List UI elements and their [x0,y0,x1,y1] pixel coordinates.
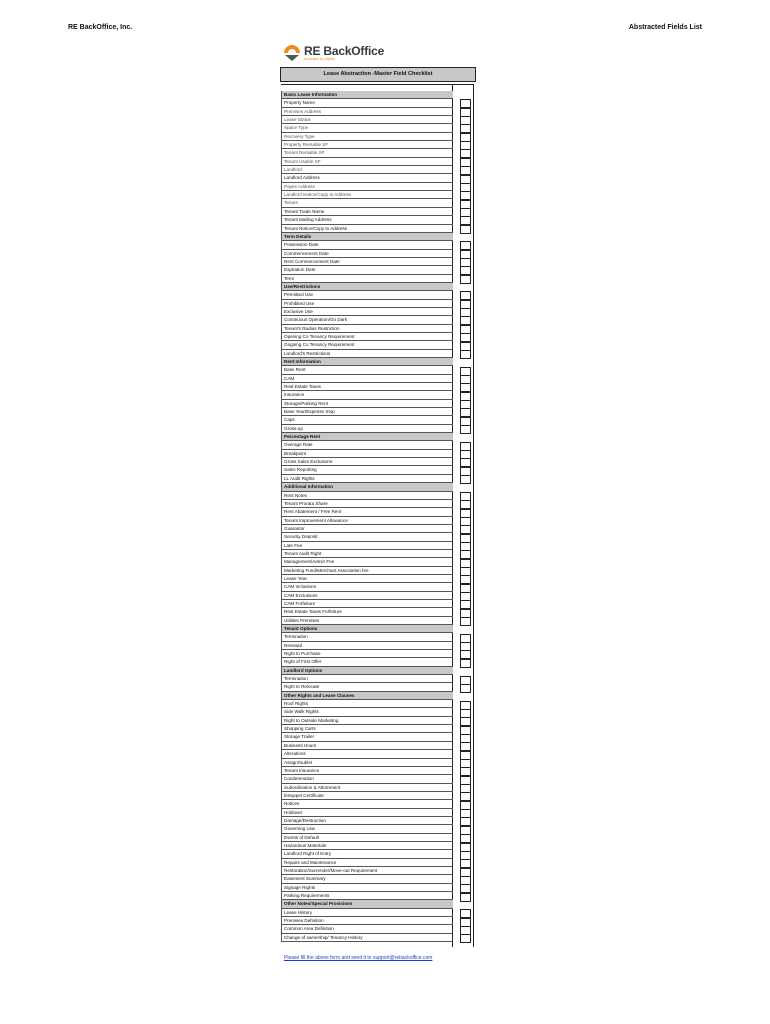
field-row: Right to Outside Marketing [281,717,453,725]
field-row: Business Hours [281,742,453,750]
field-row: Guarantor [281,525,453,533]
field-row: Easement Summary [281,875,453,883]
field-row: Lease Year [281,575,453,583]
field-row: Prohibited Use [281,300,453,308]
field-row: Condemnation [281,775,453,783]
field-row: Possession Date [281,241,453,249]
section-header: Basic Lease Information [281,91,453,99]
logo-name: RE BackOffice [304,44,385,58]
field-row: Parking Requirements [281,892,453,900]
section-header: Tenant Options [281,625,453,633]
field-row: Lease History [281,909,453,917]
field-row: Term [281,275,453,283]
field-row: Expiration Date [281,266,453,274]
field-row: Right to Purchase [281,650,453,658]
field-checkbox[interactable] [460,350,471,359]
section-header: Term Details [281,233,453,241]
field-row: CAM Exclusions [281,592,453,600]
section-header: Rent Information [281,358,453,366]
field-row: Governing Law [281,825,453,833]
field-row: Tenant Insurance [281,767,453,775]
field-checkbox[interactable] [460,475,471,484]
field-row: Real Estate Taxes Forfeiture [281,608,453,616]
field-row: Gross Sales Exclusions [281,458,453,466]
field-row: CAM Inclusions [281,583,453,591]
field-row: Landlord [281,166,453,174]
field-row: Insurance [281,391,453,399]
support-email-link[interactable]: Please fill the above form and send it to support@rebackoffice.com [284,955,433,961]
field-row: Tenant Trade Name [281,208,453,216]
field-row: Payee Address [281,183,453,191]
field-row: Side Walk Rights [281,708,453,716]
field-list [281,91,453,942]
section-header: Percentage Rent [281,433,453,441]
field-row: Landlord's Restrictions [281,350,453,358]
field-row: Termination [281,675,453,683]
field-row: Utilities Premises [281,617,453,625]
field-row: Late Fee [281,542,453,550]
field-row: Caps [281,416,453,424]
logo-mark-icon [282,44,302,62]
section-header: Other Rights and Lease Clauses [281,692,453,700]
field-row: Tenant Usable SF [281,158,453,166]
header-doc-title: Abstracted Fields List [628,24,702,31]
field-row: Right to Relocate [281,683,453,691]
field-row: Damage/Destruction [281,817,453,825]
field-row: Permitted Use [281,291,453,299]
field-row: Alterations [281,750,453,758]
field-checkbox[interactable] [460,893,471,902]
field-row: Right of First Offer [281,658,453,666]
field-row: Recovery Type [281,133,453,141]
field-row: Assign/Sublet [281,759,453,767]
logo-tagline: A solution by MyNet [304,57,335,61]
checklist-title: Lease Abstraction -Master Field Checklist [280,67,476,82]
field-row: Renewal [281,642,453,650]
field-row: Notices [281,800,453,808]
field-row: Commencement Date [281,250,453,258]
field-checkbox[interactable] [460,684,471,693]
field-row: Tenant Mailing Address [281,216,453,224]
field-row: Tenant Prorata Share [281,500,453,508]
field-row: Restoration/Surrender/Move-out Requirement [281,867,453,875]
field-row: Rent Commencement Date [281,258,453,266]
field-row: CAM [281,375,453,383]
field-checkbox[interactable] [460,617,471,626]
field-row: Continuous Operation/Go Dark [281,316,453,324]
field-row: Storage Trailer [281,733,453,741]
field-row: Common Area Definition [281,925,453,933]
field-row: Tenant Audit Right [281,550,453,558]
section-header: Other Notes/Special Provisions [281,900,453,908]
section-header: Additional Information [281,483,453,491]
field-row: LL Audit Rights [281,475,453,483]
field-checkbox[interactable] [460,425,471,434]
field-row: Exclusive Use [281,308,453,316]
header-company: RE BackOffice, Inc. [68,24,133,31]
field-row: Tenant's Radius Restriction [281,325,453,333]
logo [282,44,392,64]
field-row: Base Rent [281,366,453,374]
field-row: Overage Rate [281,441,453,449]
field-row: Events of Default [281,834,453,842]
field-row: Signage Rights [281,884,453,892]
field-row: Holdover [281,809,453,817]
field-row: Subordination & Attornment [281,784,453,792]
field-row: Ongoing Co Tenancy Requirement [281,341,453,349]
section-header: Landlord Options [281,667,453,675]
field-row: Rent Notes [281,492,453,500]
field-row: Tenant Notice/Copy to Address [281,225,453,233]
field-row: Shopping Carts [281,725,453,733]
field-row: Real Estate Taxes [281,383,453,391]
field-row: Base Year/Expense Stop [281,408,453,416]
field-row: Breakpoint [281,450,453,458]
field-row: Premises Address [281,108,453,116]
field-row: Property Rentable SF [281,141,453,149]
field-row: Tenant [281,199,453,207]
field-row: Roof Rights [281,700,453,708]
field-row: Landlord Notice/Copy to Address [281,191,453,199]
field-row: Opening Co Tenancy Requirement [281,333,453,341]
field-row: Premises Definition [281,917,453,925]
section-header: Use/Restrictions [281,283,453,291]
field-row: Marketing Fund/Merchant Association fee [281,567,453,575]
field-row: Landlord Address [281,174,453,182]
field-row: Hazardous Materials [281,842,453,850]
field-checkbox[interactable] [460,934,471,943]
field-row: Estoppel Certificate [281,792,453,800]
field-row: Property Name [281,99,453,107]
field-row: Repairs and Maintenance [281,859,453,867]
table-top-border [281,84,474,88]
table-right-border [473,84,474,947]
field-row: Space Type [281,124,453,132]
field-row: Tenant Improvement Allowance [281,517,453,525]
field-checkbox[interactable] [460,225,471,234]
field-row: Tenant Rentable SF [281,149,453,157]
field-row: CAM Forfeiture [281,600,453,608]
field-row: Security Deposit [281,533,453,541]
field-row: Management/Admin Fee [281,558,453,566]
field-checkbox[interactable] [460,659,471,668]
field-row: Storage/Parking Rent [281,400,453,408]
field-row: Landlord Right of Entry [281,850,453,858]
field-row: Lease Status [281,116,453,124]
field-row: Change of ownership/ Tenancy History [281,934,453,942]
field-checkbox[interactable] [460,275,471,284]
field-row: Gross-up [281,425,453,433]
field-row: Termination [281,633,453,641]
field-row: Rent Abatement / Free Rent [281,508,453,516]
field-row: Sales Reporting [281,466,453,474]
